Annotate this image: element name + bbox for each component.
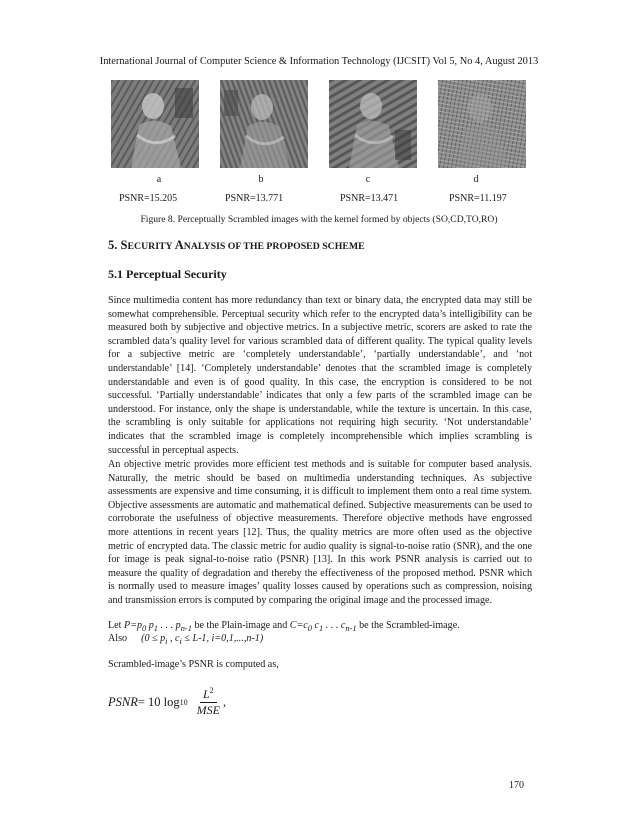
sub-n-minus-one: n-1: [180, 624, 192, 634]
section-heading-word1: ECURITY: [127, 241, 175, 252]
figure-8: [111, 80, 531, 168]
scrambled-image-c: [329, 80, 417, 168]
panel-label-c: c: [365, 174, 371, 185]
psnr-equation: [108, 680, 226, 724]
equation-num-exp: 2: [209, 686, 214, 695]
constraint-math: [141, 633, 264, 647]
psnr-value-b: PSNR=13.771: [225, 193, 284, 204]
section-heading: [108, 238, 365, 253]
subsection-heading: 5.1 Perceptual Security: [108, 267, 227, 281]
equation-log-base: 10: [179, 697, 188, 707]
scrambled-image-suffix: be the Scrambled-image.: [356, 620, 460, 631]
equation-log: = 10 log: [137, 694, 180, 709]
paragraph-objective-metric: An objective metric provides more efficient test methods and is suitable for computer based analysis. Naturally, the metric should be based on multimedia understanding techniques. As subjective assessments are expensive and time consuming, it is difficult to implement them onto a real time system. Objective assessments are automatic and mathematical defined. Subjective measurements can be used to corroborate the usefulness of objective measurements. Therefore objective methods have engrossed more attentions in recent years [12]. Thus, the quality metrics are more often used as the objective metric of encrypted data. The classic metric for audio quality is signal-to-noise ratio (SNR), and the one for image is peak signal-to-noise ratio (PSNR) [13]. In this work PSNR analysis is carried out to measure the quality of degradation and thereby the effectiveness of the proposed method. PSNR which is normally used to measure images’ quality losses caused by operations such as compression, noising and transmission errors is computed by comparing the original image and the processed image.: [108, 459, 532, 606]
plain-image-pn: . . . p: [158, 620, 181, 631]
equation-numerator: [200, 686, 217, 703]
equation-denominator: MSE: [196, 703, 220, 717]
equation-lhs: PSNR: [108, 694, 138, 709]
definition-line: [108, 620, 460, 633]
scrambled-image-c1: c: [312, 620, 320, 631]
constraint-p: (0 ≤ p: [141, 633, 166, 644]
equation-num-l: L: [202, 687, 210, 701]
section-heading-rest: NALYSIS OF THE PROPOSED SCHEME: [183, 241, 365, 252]
psnr-value-a: PSNR=15.205: [119, 193, 178, 204]
plain-image-suffix: be the Plain-image and: [191, 620, 290, 631]
panel-label-d: d: [473, 174, 479, 185]
paragraph-perceptual-security: Since multimedia content has more redundancy than text or binary data, the encrypted data may still be somewhat comprehensible. Perceptual security which refer to the encrypted data’s intelligibility can be measured both by subjective and objective metrics. In a subjective metric, scorers are asked to rate the scrambled data’s quality level for various scrambled data of different quality. The typical quality levels for a subjective metric are ‘completely understandable’, ‘partially understandable’, and ‘not understandable’ [14]. ‘Completely understandable’ denotes that the scrambled image is completely understandable and even is of good quality. In this case, the encryption is considered to be not successful. ‘Partially understandable’ indicates that only a few parts of the scrambled image can be understood. For instance, only the shape is understandable, while the texture is uncertain. In this case, the scrambling is only suitable for applications not requiring high security. ‘Not understandable’ indicates that the scrambled image is completely incomprehensible which implies scrambling is successful in perceptual aspects.: [108, 295, 532, 456]
section-heading-cap: A: [174, 238, 184, 252]
equation-fraction: [194, 686, 223, 718]
constraint-sub-i: i: [165, 637, 168, 647]
plain-image-symbol: P=p: [123, 620, 143, 631]
psnr-value-d: PSNR=11.197: [449, 193, 507, 204]
also-label: Also: [108, 633, 128, 644]
constraint-rest: ≤ L-1, i=0,1,...,n-1): [181, 633, 264, 644]
psnr-intro-line: Scrambled-image’s PSNR is computed as,: [108, 659, 279, 670]
plain-image-p1: p: [146, 620, 154, 631]
page-number: 170: [509, 780, 524, 791]
figure-caption: Figure 8. Perceptually Scrambled images with the kernel formed by objects (SO,CD,TO,RO): [140, 214, 498, 225]
let-prefix: Let: [108, 620, 124, 631]
scrambled-image-b: [220, 80, 308, 168]
c-sub-one: 1: [319, 624, 324, 634]
sub-zero: 0: [142, 624, 147, 634]
scrambled-image-d: [438, 80, 526, 168]
section-heading-number: 5. S: [108, 238, 128, 252]
c-sub-n-minus-one: n-1: [345, 624, 357, 634]
sub-one: 1: [153, 624, 158, 634]
constraint-c: , c: [167, 633, 180, 644]
equation-comma: ,: [222, 694, 227, 709]
scrambled-image-cn: . . . c: [323, 620, 346, 631]
scrambled-image-a: [111, 80, 199, 168]
journal-header: International Journal of Computer Science & Information Technology (IJCSIT) Vol 5, No 4, August 2013: [99, 56, 539, 67]
psnr-value-c: PSNR=13.471: [340, 193, 399, 204]
constraint-line: [108, 633, 263, 646]
panel-label-b: b: [258, 174, 264, 185]
constraint-c-sub-i: i: [179, 637, 182, 647]
c-sub-zero: 0: [307, 624, 312, 634]
scrambled-image-symbol: C=c: [289, 620, 308, 631]
panel-label-a: a: [156, 174, 162, 185]
